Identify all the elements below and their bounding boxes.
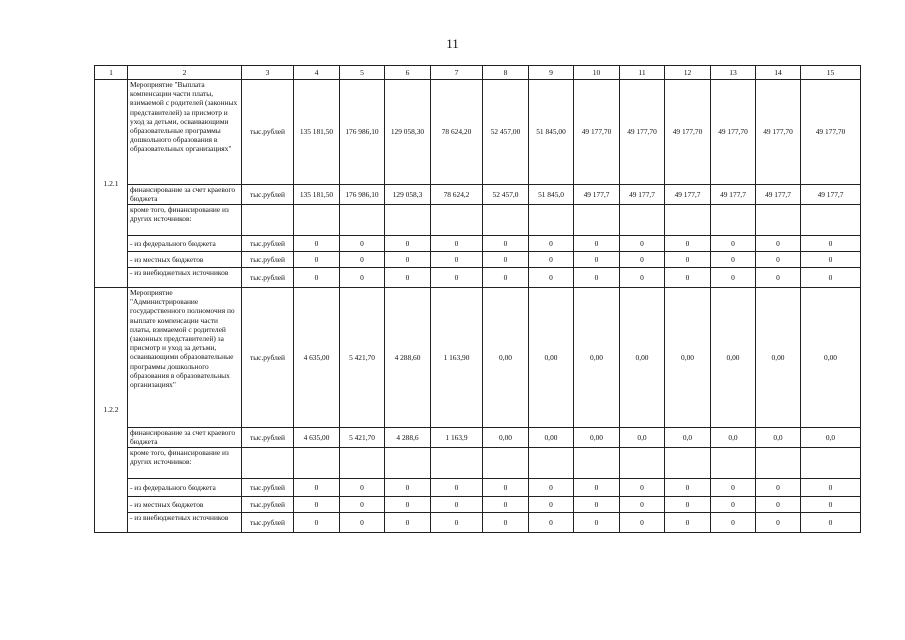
value-cell: 0 <box>620 497 665 513</box>
row-name: - из местных бюджетов <box>128 252 242 268</box>
value-cell: 0 <box>385 497 431 513</box>
value-cell: 78 624,2 <box>431 185 483 205</box>
table-row <box>95 428 861 448</box>
value-cell: 0 <box>385 236 431 252</box>
value-cell: 0,00 <box>483 428 529 448</box>
unit-cell: тыс.рублей <box>242 513 294 533</box>
value-cell: 0 <box>483 479 529 497</box>
value-cell: 0 <box>294 252 340 268</box>
value-cell <box>801 448 861 479</box>
value-cell: 0 <box>529 252 574 268</box>
value-cell: 49 177,7 <box>756 185 801 205</box>
value-cell: 0,0 <box>665 428 711 448</box>
value-cell: 49 177,70 <box>801 80 861 185</box>
value-cell: 0 <box>483 513 529 533</box>
header-cell: 9 <box>529 66 574 80</box>
value-cell: 0 <box>711 479 756 497</box>
value-cell <box>711 205 756 236</box>
unit-cell: тыс.рублей <box>242 268 294 288</box>
value-cell: 0 <box>385 513 431 533</box>
row-name: - из внебюджетных источников <box>128 513 242 533</box>
value-cell: 0 <box>431 497 483 513</box>
value-cell <box>483 448 529 479</box>
value-cell <box>620 448 665 479</box>
value-cell: 176 986,10 <box>340 80 385 185</box>
value-cell: 0 <box>385 479 431 497</box>
value-cell: 0 <box>529 268 574 288</box>
value-cell: 49 177,70 <box>620 80 665 185</box>
value-cell: 0 <box>529 497 574 513</box>
value-cell: 78 624,20 <box>431 80 483 185</box>
value-cell: 0 <box>340 513 385 533</box>
value-cell: 49 177,7 <box>711 185 756 205</box>
measure-code: 1.2.1 <box>95 80 128 288</box>
value-cell: 49 177,7 <box>801 185 861 205</box>
value-cell: 0 <box>574 479 620 497</box>
header-cell: 10 <box>574 66 620 80</box>
value-cell <box>294 205 340 236</box>
measure-code: 1.2.2 <box>95 288 128 533</box>
value-cell: 0 <box>665 268 711 288</box>
value-cell <box>756 448 801 479</box>
value-cell: 0,0 <box>711 428 756 448</box>
value-cell <box>294 448 340 479</box>
value-cell: 0 <box>294 513 340 533</box>
value-cell: 0 <box>620 236 665 252</box>
header-cell: 6 <box>385 66 431 80</box>
value-cell: 49 177,70 <box>711 80 756 185</box>
header-cell: 5 <box>340 66 385 80</box>
row-name: кроме того, финансирование из других источников: <box>128 448 242 479</box>
value-cell: 0,00 <box>574 428 620 448</box>
value-cell: 0,00 <box>665 288 711 428</box>
value-cell <box>711 448 756 479</box>
value-cell: 0 <box>340 268 385 288</box>
unit-cell: тыс.рублей <box>242 479 294 497</box>
value-cell: 0 <box>756 479 801 497</box>
header-cell: 1 <box>95 66 128 80</box>
value-cell: 0,00 <box>801 288 861 428</box>
value-cell: 0 <box>574 497 620 513</box>
value-cell: 0 <box>665 252 711 268</box>
value-cell: 0 <box>294 236 340 252</box>
value-cell: 0,00 <box>711 288 756 428</box>
value-cell <box>574 205 620 236</box>
table-row <box>95 513 861 533</box>
value-cell: 0 <box>483 252 529 268</box>
table-row <box>95 268 861 288</box>
value-cell <box>620 205 665 236</box>
value-cell: 0 <box>620 252 665 268</box>
value-cell <box>756 205 801 236</box>
value-cell: 51 845,0 <box>529 185 574 205</box>
table-row <box>95 288 861 428</box>
value-cell: 51 845,00 <box>529 80 574 185</box>
table-row <box>95 185 861 205</box>
value-cell: 0 <box>431 513 483 533</box>
row-name: финансирование за счет краевого бюджета <box>128 185 242 205</box>
value-cell <box>529 448 574 479</box>
header-cell: 12 <box>665 66 711 80</box>
value-cell: 0 <box>431 268 483 288</box>
unit-cell: тыс.рублей <box>242 236 294 252</box>
value-cell: 52 457,00 <box>483 80 529 185</box>
value-cell: 1 163,9 <box>431 428 483 448</box>
row-name: кроме того, финансирование из других источников: <box>128 205 242 236</box>
value-cell: 0 <box>340 497 385 513</box>
value-cell: 0 <box>431 252 483 268</box>
unit-cell: тыс.рублей <box>242 185 294 205</box>
value-cell: 0 <box>574 513 620 533</box>
value-cell: 49 177,7 <box>620 185 665 205</box>
unit-cell: тыс.рублей <box>242 288 294 428</box>
header-cell: 15 <box>801 66 861 80</box>
table-row <box>95 205 861 236</box>
header-cell: 2 <box>128 66 242 80</box>
unit-cell: тыс.рублей <box>242 252 294 268</box>
financing-table <box>94 65 861 533</box>
value-cell <box>385 205 431 236</box>
value-cell: 0,00 <box>574 288 620 428</box>
value-cell: 0 <box>431 236 483 252</box>
value-cell: 0,00 <box>529 288 574 428</box>
value-cell: 0 <box>665 513 711 533</box>
value-cell: 0 <box>756 497 801 513</box>
value-cell: 0 <box>620 268 665 288</box>
value-cell: 0 <box>294 268 340 288</box>
value-cell: 0 <box>665 479 711 497</box>
value-cell: 0 <box>385 268 431 288</box>
value-cell: 0 <box>620 513 665 533</box>
value-cell: 0 <box>756 513 801 533</box>
value-cell <box>665 448 711 479</box>
value-cell: 0 <box>620 479 665 497</box>
value-cell: 0 <box>385 252 431 268</box>
header-cell: 8 <box>483 66 529 80</box>
row-name: - из местных бюджетов <box>128 497 242 513</box>
value-cell: 4 635,00 <box>294 288 340 428</box>
value-cell: 0 <box>756 236 801 252</box>
value-cell <box>801 205 861 236</box>
unit-cell: тыс.рублей <box>242 497 294 513</box>
value-cell: 0 <box>483 236 529 252</box>
value-cell: 4 288,6 <box>385 428 431 448</box>
value-cell: 0 <box>801 513 861 533</box>
row-name: - из федерального бюджета <box>128 479 242 497</box>
value-cell: 4 288,60 <box>385 288 431 428</box>
value-cell: 0 <box>483 497 529 513</box>
header-cell: 3 <box>242 66 294 80</box>
value-cell: 0 <box>665 497 711 513</box>
value-cell: 1 163,90 <box>431 288 483 428</box>
unit-cell <box>242 205 294 236</box>
table-row <box>95 236 861 252</box>
value-cell: 0 <box>529 236 574 252</box>
table-row <box>95 80 861 185</box>
header-cell: 14 <box>756 66 801 80</box>
value-cell: 0 <box>294 497 340 513</box>
value-cell: 49 177,7 <box>574 185 620 205</box>
value-cell <box>340 448 385 479</box>
value-cell: 0,00 <box>483 288 529 428</box>
value-cell: 0 <box>801 497 861 513</box>
value-cell: 0 <box>340 252 385 268</box>
value-cell: 49 177,70 <box>665 80 711 185</box>
table-row <box>95 479 861 497</box>
value-cell: 4 635,00 <box>294 428 340 448</box>
value-cell: 49 177,70 <box>574 80 620 185</box>
value-cell: 0 <box>529 479 574 497</box>
value-cell: 176 986,10 <box>340 185 385 205</box>
value-cell: 0 <box>801 479 861 497</box>
value-cell: 0,00 <box>756 288 801 428</box>
value-cell: 0 <box>801 252 861 268</box>
value-cell: 0,00 <box>620 288 665 428</box>
value-cell <box>431 448 483 479</box>
value-cell: 0,00 <box>529 428 574 448</box>
table-row <box>95 252 861 268</box>
value-cell: 0 <box>801 236 861 252</box>
value-cell <box>529 205 574 236</box>
value-cell: 52 457,0 <box>483 185 529 205</box>
value-cell: 0 <box>574 252 620 268</box>
value-cell: 49 177,7 <box>665 185 711 205</box>
value-cell: 0 <box>711 268 756 288</box>
value-cell: 0 <box>431 479 483 497</box>
value-cell <box>340 205 385 236</box>
value-cell: 0 <box>801 268 861 288</box>
value-cell: 49 177,70 <box>756 80 801 185</box>
value-cell <box>431 205 483 236</box>
header-cell: 11 <box>620 66 665 80</box>
value-cell <box>665 205 711 236</box>
value-cell <box>574 448 620 479</box>
unit-cell <box>242 448 294 479</box>
value-cell <box>385 448 431 479</box>
value-cell: 0 <box>711 513 756 533</box>
value-cell: 0 <box>756 252 801 268</box>
value-cell: 0 <box>574 236 620 252</box>
unit-cell: тыс.рублей <box>242 80 294 185</box>
value-cell: 0 <box>711 252 756 268</box>
value-cell: 0,0 <box>756 428 801 448</box>
value-cell: 0 <box>529 513 574 533</box>
row-name: Мероприятие "Выплата компенсации части платы, взимаемой с родителей (законных представителей) за присмотр и уход за детьми, осваивающими образовательные программы дошкольного образования в образовательных организациях" <box>128 80 242 185</box>
table-row <box>95 497 861 513</box>
value-cell: 0 <box>711 497 756 513</box>
value-cell: 0 <box>340 479 385 497</box>
table-row <box>95 448 861 479</box>
header-cell: 4 <box>294 66 340 80</box>
value-cell: 0 <box>483 268 529 288</box>
value-cell: 5 421,70 <box>340 288 385 428</box>
row-name: - из внебюджетных источников <box>128 268 242 288</box>
value-cell: 0 <box>756 268 801 288</box>
value-cell: 0 <box>665 236 711 252</box>
value-cell: 0 <box>340 236 385 252</box>
value-cell: 0 <box>294 479 340 497</box>
value-cell: 5 421,70 <box>340 428 385 448</box>
page-number: 11 <box>446 36 459 51</box>
value-cell: 135 181,50 <box>294 80 340 185</box>
value-cell: 135 181,50 <box>294 185 340 205</box>
row-name: - из федерального бюджета <box>128 236 242 252</box>
row-name: финансирование за счет краевого бюджета <box>128 428 242 448</box>
value-cell: 0,0 <box>801 428 861 448</box>
value-cell: 0 <box>711 236 756 252</box>
value-cell <box>483 205 529 236</box>
unit-cell: тыс.рублей <box>242 428 294 448</box>
value-cell: 129 058,3 <box>385 185 431 205</box>
header-cell: 13 <box>711 66 756 80</box>
header-row <box>95 66 861 80</box>
header-cell: 7 <box>431 66 483 80</box>
value-cell: 0,0 <box>620 428 665 448</box>
value-cell: 0 <box>574 268 620 288</box>
row-name: Мероприятие "Администрирование государственного полномочия по выплате компенсации части платы, взимаемой с родителей (законных представителей) за присмотр и уход за детьми, осваивающими образовательные программы дошкольного образования в образовательных организациях" <box>128 288 242 428</box>
value-cell: 129 058,30 <box>385 80 431 185</box>
